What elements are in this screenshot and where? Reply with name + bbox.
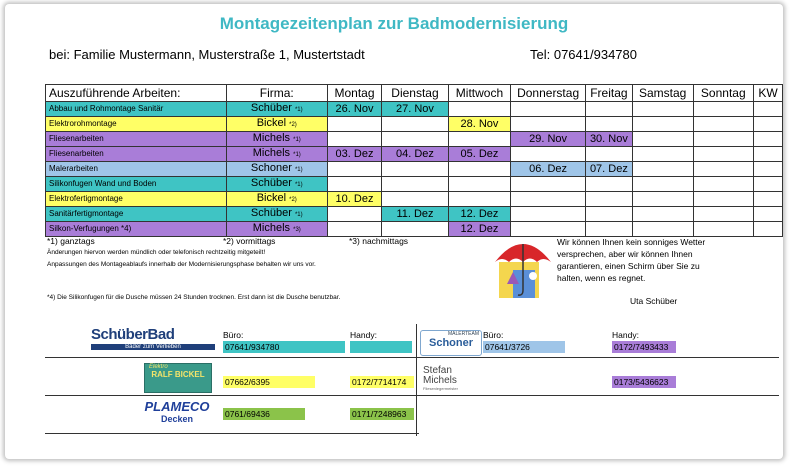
- col-header: Mittwoch: [448, 85, 511, 102]
- col-header: Dienstag: [382, 85, 448, 102]
- date-cell: [585, 207, 632, 222]
- table-row: [46, 132, 783, 147]
- date-cell: [448, 192, 511, 207]
- schueber-logo-sub: Bäder zum Verlieben: [91, 344, 215, 350]
- date-cell: [754, 207, 783, 222]
- date-cell: [632, 222, 693, 237]
- date-cell: [448, 102, 511, 117]
- date-cell: [448, 177, 511, 192]
- table-row: [46, 117, 783, 132]
- date-cell: 10. Dez: [327, 192, 382, 207]
- table-header-row: [46, 85, 783, 102]
- date-cell: [382, 117, 448, 132]
- schoner-logo: [420, 330, 482, 356]
- firm-cell: [226, 222, 327, 237]
- date-cell: [585, 192, 632, 207]
- firm-cell: [226, 132, 327, 147]
- date-cell: [693, 132, 754, 147]
- date-cell: [632, 102, 693, 117]
- umbrella-icon: [493, 232, 553, 302]
- date-cell: [693, 177, 754, 192]
- bickel-logo-top: Elektro: [149, 364, 168, 370]
- date-cell: [693, 117, 754, 132]
- legend-change-note: Änderungen hiervon werden mündlich oder telefonisch rechtzeitig mitgeteilt!: [47, 249, 266, 256]
- date-cell: 05. Dez: [448, 147, 511, 162]
- plameco-buero-phone: 0761/69436: [223, 408, 305, 420]
- date-cell: 30. Nov: [585, 132, 632, 147]
- plameco-logo-text: PLAMECO: [144, 399, 210, 414]
- col-header: Montag: [327, 85, 382, 102]
- michels-logo-sub: Fliesenlegermeister: [423, 386, 458, 391]
- legend-adjust-note: Anpassungen des Montageablaufs innerhalb der Modernisierungsphase behalten wir uns vor.: [47, 261, 316, 268]
- date-cell: [693, 102, 754, 117]
- schoner-logo-text: Schoner: [428, 337, 473, 349]
- date-cell: [754, 102, 783, 117]
- firm-name: Schüber: [250, 102, 292, 114]
- bickel-logo-text: RALF BICKEL: [151, 370, 205, 379]
- date-cell: [327, 177, 382, 192]
- plameco-logo-sub: Decken: [160, 414, 194, 424]
- date-cell: [585, 117, 632, 132]
- col-header: Sonntag: [693, 85, 754, 102]
- buero-label: Büro:: [223, 330, 244, 340]
- task-cell: Fliesenarbeiten: [46, 132, 227, 147]
- task-cell: Silkon-Verfugungen *4): [46, 222, 227, 237]
- table-row: [46, 147, 783, 162]
- firm-mark: *1): [294, 107, 303, 113]
- legend-silicone-note: *4) Die Silikonfugen für die Dusche müssen 24 Stunden trocknen. Erst dann ist die Dusche benutzbar.: [47, 294, 341, 301]
- task-cell: Silikonfugen Wand und Boden: [46, 177, 227, 192]
- schueber-handy-phone: [350, 341, 412, 353]
- task-cell: Elektrorohmontage: [46, 117, 227, 132]
- date-cell: 06. Dez: [511, 162, 586, 177]
- date-cell: [632, 132, 693, 147]
- date-cell: [511, 207, 586, 222]
- col-header: Firma:: [226, 85, 327, 102]
- firm-name: Michels: [252, 222, 291, 234]
- date-cell: 28. Nov: [448, 117, 511, 132]
- date-cell: 11. Dez: [382, 207, 448, 222]
- firm-name: Schüber: [250, 207, 292, 219]
- date-cell: [693, 147, 754, 162]
- quote-signature: Uta Schüber: [630, 296, 678, 306]
- firm-cell: [226, 192, 327, 207]
- legend-fulltime: *1) ganztags: [47, 236, 95, 246]
- col-header: KW: [754, 85, 783, 102]
- date-cell: [585, 147, 632, 162]
- date-cell: [632, 162, 693, 177]
- col-header: Samstag: [632, 85, 693, 102]
- plameco-logo: [137, 399, 217, 429]
- firm-mark: *2): [289, 197, 297, 203]
- table-row: [46, 162, 783, 177]
- date-cell: [754, 162, 783, 177]
- bickel-logo: [144, 363, 212, 393]
- task-cell: Malerarbeiten: [46, 162, 227, 177]
- michels-logo-line2: Michels: [423, 375, 457, 386]
- date-cell: [693, 162, 754, 177]
- schoner-buero-phone: 07641/3726: [483, 341, 565, 353]
- firm-name: Michels: [252, 132, 291, 144]
- schoner-logo-top: MALERTEAM: [447, 331, 479, 337]
- date-cell: [382, 192, 448, 207]
- date-cell: [327, 117, 382, 132]
- date-cell: [585, 102, 632, 117]
- michels-logo: [423, 366, 503, 392]
- date-cell: [511, 117, 586, 132]
- divider: [45, 395, 779, 396]
- date-cell: [382, 222, 448, 237]
- buero-label: Büro:: [483, 330, 504, 340]
- firm-name: Bickel: [256, 117, 287, 129]
- date-cell: [632, 177, 693, 192]
- date-cell: [632, 192, 693, 207]
- firm-mark: *1): [293, 137, 301, 143]
- table-row: [46, 102, 783, 117]
- schueber-logo-text: SchüberBad: [91, 326, 175, 343]
- date-cell: [632, 117, 693, 132]
- firm-cell: [226, 177, 327, 192]
- date-cell: [511, 177, 586, 192]
- date-cell: 12. Dez: [448, 222, 511, 237]
- date-cell: [448, 132, 511, 147]
- task-cell: Sanitärfertigmontage: [46, 207, 227, 222]
- date-cell: [585, 177, 632, 192]
- schueber-logo: [91, 326, 215, 354]
- task-cell: Elektrofertigmontage: [46, 192, 227, 207]
- date-cell: 03. Dez: [327, 147, 382, 162]
- date-cell: [382, 162, 448, 177]
- handy-label: Handy:: [350, 330, 377, 340]
- legend-morning: *2) vormittags: [223, 236, 276, 246]
- date-cell: [448, 162, 511, 177]
- date-cell: [382, 132, 448, 147]
- divider: [416, 324, 417, 436]
- date-cell: [693, 222, 754, 237]
- date-cell: [327, 222, 382, 237]
- date-cell: [693, 192, 754, 207]
- firm-mark: *1): [293, 152, 301, 158]
- col-header: Donnerstag: [511, 85, 586, 102]
- handy-label: Handy:: [612, 330, 639, 340]
- date-cell: 29. Nov: [511, 132, 586, 147]
- plameco-handy-phone: 0171/7248963: [350, 408, 414, 420]
- divider: [45, 357, 779, 358]
- firm-cell: [226, 117, 327, 132]
- firm-name: Schoner: [250, 162, 292, 174]
- date-cell: [693, 207, 754, 222]
- bickel-buero-phone: 07662/6395: [223, 376, 315, 388]
- date-cell: 26. Nov: [327, 102, 382, 117]
- date-cell: [754, 147, 783, 162]
- firm-cell: [226, 102, 327, 117]
- date-cell: [754, 192, 783, 207]
- firm-mark: *3): [293, 227, 301, 233]
- firm-mark: *1): [294, 182, 303, 188]
- firm-cell: [226, 162, 327, 177]
- date-cell: [754, 177, 783, 192]
- michels-handy-phone: 0173/5436623: [612, 376, 676, 388]
- date-cell: [327, 162, 382, 177]
- date-cell: [754, 132, 783, 147]
- document-page: [5, 4, 783, 459]
- schedule-table: [45, 84, 783, 237]
- date-cell: [511, 102, 586, 117]
- date-cell: 04. Dez: [382, 147, 448, 162]
- quote-text: Wir können Ihnen kein sonniges Wetter versprechen, aber wir können Ihnen garantieren, einen Schirm über Sie zu halten, wenn es regnet.: [557, 237, 706, 283]
- table-row: [46, 222, 783, 237]
- col-header: Freitag: [585, 85, 632, 102]
- firm-cell: [226, 207, 327, 222]
- legend-afternoon: *3) nachmittags: [349, 236, 409, 246]
- firm-mark: *1): [294, 212, 303, 218]
- date-cell: [754, 222, 783, 237]
- schueber-buero-phone: 07641/934780: [223, 341, 345, 353]
- firm-name: Schüber: [250, 177, 292, 189]
- date-cell: [585, 222, 632, 237]
- table-row: [46, 177, 783, 192]
- page-title: Montagezeitenplan zur Badmodernisierung: [219, 14, 569, 33]
- date-cell: [511, 147, 586, 162]
- firm-mark: *2): [289, 122, 297, 128]
- date-cell: 27. Nov: [382, 102, 448, 117]
- firm-cell: [226, 147, 327, 162]
- schoner-handy-phone: 0172/7493433: [612, 341, 676, 353]
- date-cell: [632, 147, 693, 162]
- michels-logo-line1: Stefan: [423, 365, 452, 376]
- client-phone: Tel: 07641/934780: [530, 47, 637, 62]
- date-cell: [327, 207, 382, 222]
- col-header: Auszuführende Arbeiten:: [46, 85, 227, 102]
- date-cell: [382, 177, 448, 192]
- table-row: [46, 207, 783, 222]
- date-cell: 12. Dez: [448, 207, 511, 222]
- table-row: [46, 192, 783, 207]
- client-address: bei: Familie Mustermann, Musterstraße 1, Mustertstadt: [49, 47, 365, 62]
- date-cell: [511, 192, 586, 207]
- date-cell: 07. Dez: [585, 162, 632, 177]
- date-cell: [754, 117, 783, 132]
- bickel-handy-phone: 0172/7714174: [350, 376, 414, 388]
- task-cell: Fliesenarbeiten: [46, 147, 227, 162]
- firm-mark: *1): [294, 167, 303, 173]
- firm-name: Bickel: [256, 192, 287, 204]
- date-cell: [632, 207, 693, 222]
- task-cell: Abbau und Rohmontage Sanitär: [46, 102, 227, 117]
- firm-name: Michels: [252, 147, 291, 159]
- date-cell: [327, 132, 382, 147]
- divider: [45, 433, 419, 434]
